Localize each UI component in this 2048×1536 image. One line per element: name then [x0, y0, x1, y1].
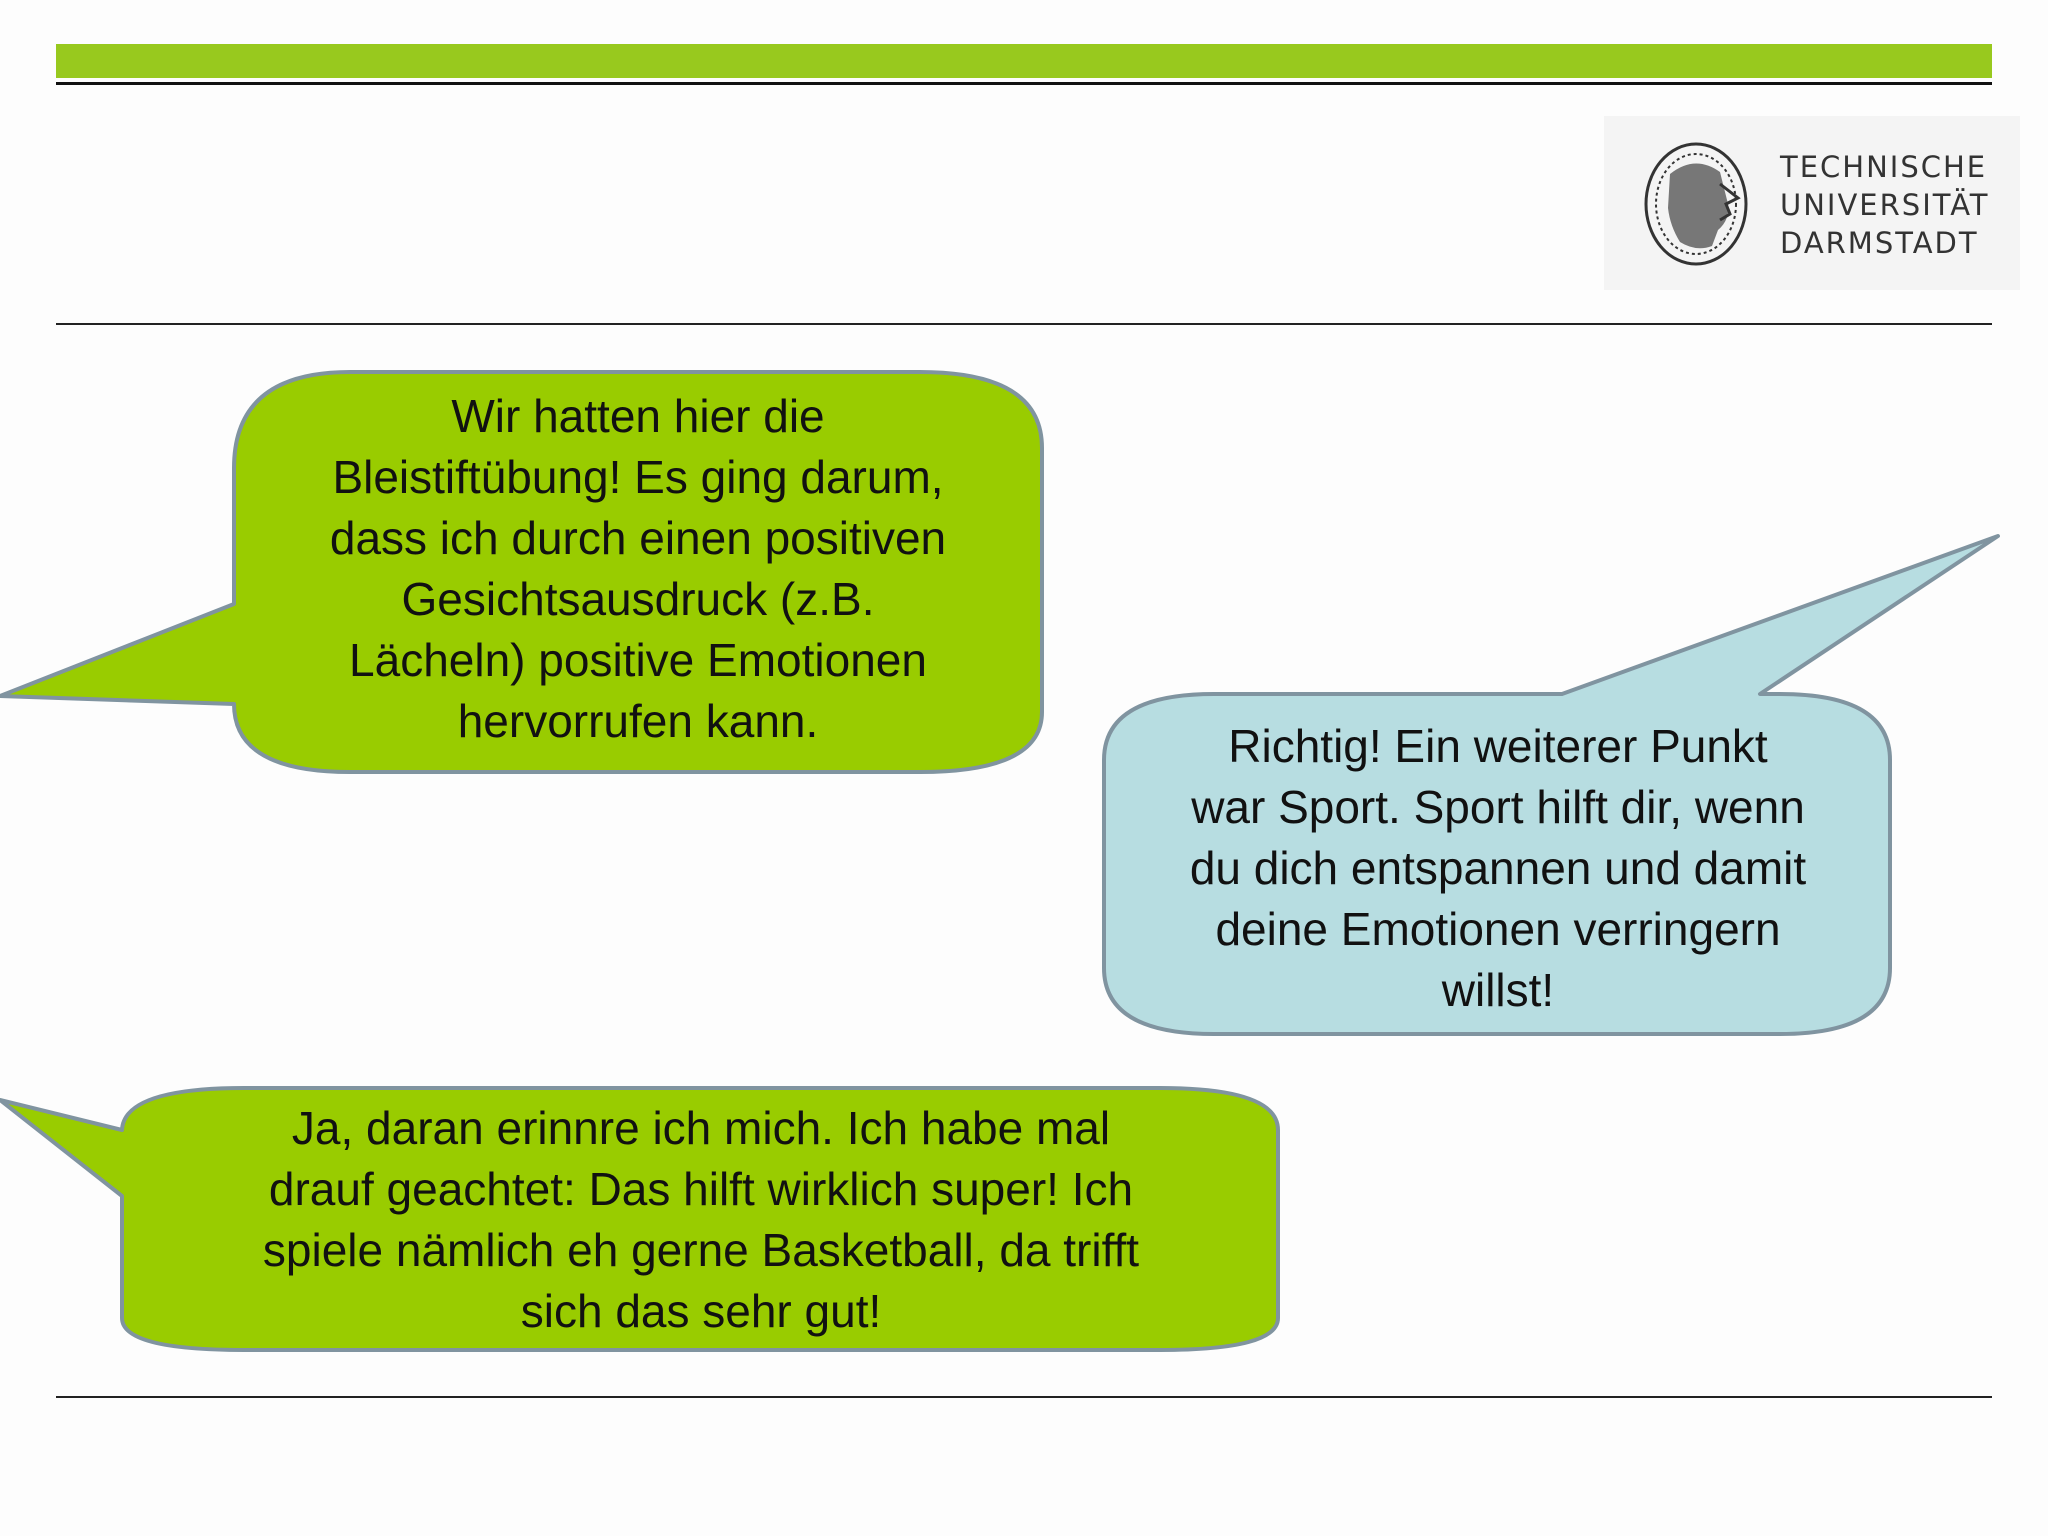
message-line: spiele nämlich eh gerne Basketball, da trifft — [262, 1224, 1140, 1276]
message-line: du dich entspannen und damit — [1189, 842, 1807, 894]
message-line: willst! — [1441, 964, 1555, 1016]
student-2-message — [126, 1098, 1276, 1342]
message-line: Gesichtsausdruck (z.B. — [401, 573, 875, 625]
student-1-message — [238, 386, 1038, 752]
teacher-message — [1108, 716, 1888, 1021]
logo-line: DARMSTADT — [1780, 226, 1979, 260]
message-line: drauf geachtet: Das hilft wirklich super! Ich — [268, 1163, 1134, 1215]
message-line: sich das sehr gut! — [520, 1285, 882, 1337]
message-line: Richtig! Ein weiterer Punkt — [1228, 720, 1768, 772]
message-line: war Sport. Sport hilft dir, wenn — [1191, 781, 1805, 833]
message-line: Lächeln) positive Emotionen — [349, 634, 927, 686]
message-line: Bleistiftübung! Es ging darum, — [332, 451, 944, 503]
message-line: dass ich durch einen positiven — [329, 512, 947, 564]
message-line: Wir hatten hier die — [451, 390, 825, 442]
logo-line: UNIVERSITÄT — [1780, 188, 1990, 222]
message-line: deine Emotionen verringern — [1215, 903, 1781, 955]
message-line: hervorrufen kann. — [457, 695, 819, 747]
logo-line: TECHNISCHE — [1780, 150, 1988, 184]
message-line: Ja, daran erinnre ich mich. Ich habe mal — [291, 1102, 1111, 1154]
